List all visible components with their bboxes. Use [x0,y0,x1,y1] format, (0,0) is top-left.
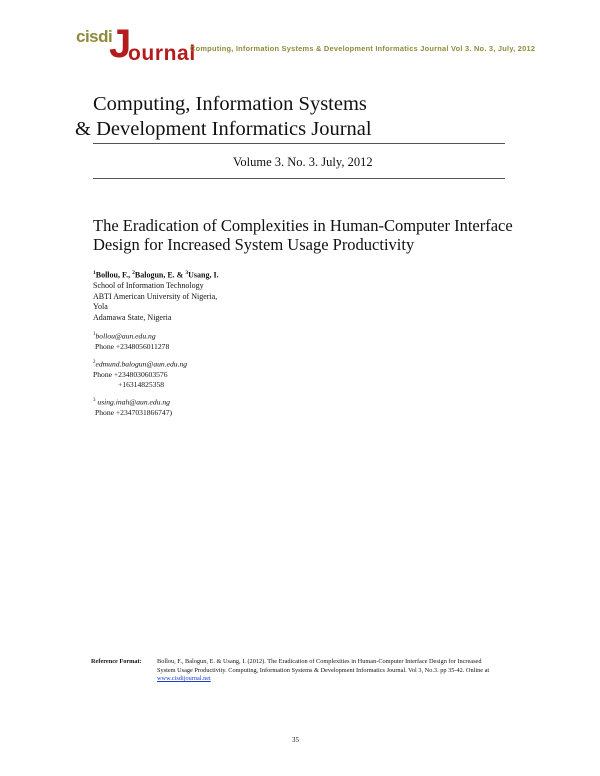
contact-1 [93,330,169,352]
affiliation-line: ABTI American University of Nigeria, [93,291,218,301]
divider-bottom [93,178,505,179]
contact-2 [93,358,187,390]
journal-title [75,92,372,142]
journal-logo [76,22,196,70]
logo-cisdi-text: cisdi [76,27,113,46]
divider-top [93,143,505,144]
contact-2-phone: Phone +2348030603576 [93,369,168,379]
journal-title-line2: & Development Informatics Journal [75,118,372,140]
page-number: 35 [292,736,299,744]
author2-sup: 2 [132,270,135,276]
author3: Usang, I. [188,270,219,280]
author3-sup: 3 [185,270,189,276]
affiliation-line: Adamawa State, Nigeria [93,312,172,322]
contact-2-sup: 2 [93,360,96,365]
contact-2-email[interactable]: $^2$edmund.balogun@aun.edu.ng [93,359,188,369]
contact-2-phone-alt: +16314825358 [118,379,165,389]
reference-format-label: Reference Format: [91,658,142,665]
reference-link[interactable]: www.cisdijournal.net [157,675,211,683]
author1-sup: 1 [93,270,96,276]
author2: Balogun, E. & [134,270,186,280]
contact-1-phone: Phone +2348056011278 [95,341,170,351]
author-list [93,270,219,280]
reference-citation: Bollou, F., Balogun, E. & Usang, I. (2012). The Eradication of Complexities in Human-Computer Interface Design for Increased System Usage Productivity. Computing, Information Systems & Development Informatics Journal. Vol 3, No.3. pp 35-42. Online at [157,658,490,674]
reference-format-text [157,658,492,684]
running-header: Computing, Information Systems & Development Informatics Journal Vol 3. No. 3, July, 2012 [190,44,536,53]
affiliation-line: School of Information Technology [93,281,204,290]
affiliation [93,281,217,323]
contact-3-email[interactable]: $^3$ using.inah@aun.edu.ng [93,397,170,407]
paper-title: The Eradication of Complexities in Human-Computer Interface Design for Increased System Usage Productivity [93,216,513,254]
logo-journal-initial: J [109,22,132,66]
contact-3-sup: 3 [93,398,96,403]
contact-1-email[interactable]: $^1$bollou@aun.edu.ng [93,331,156,341]
volume-line: Volume 3. No. 3. July, 2012 [233,155,373,169]
affiliation-line: Yola [93,302,108,311]
journal-title-line1: Computing, Information Systems [93,93,367,115]
contact-3-phone: Phone +2347031866747) [95,407,173,417]
contact-1-sup: 1 [93,332,96,337]
contact-3 [93,396,172,418]
author1: Bollou, F., [95,270,133,280]
logo-journal-text: ournal [128,42,196,65]
